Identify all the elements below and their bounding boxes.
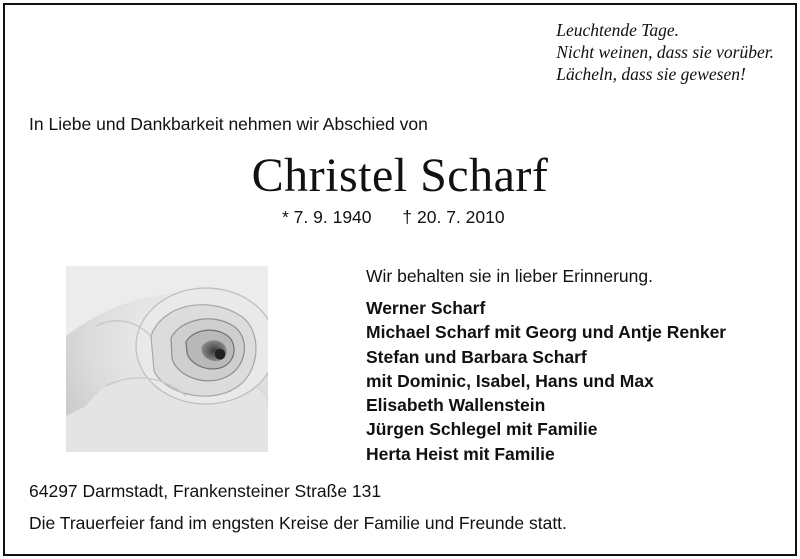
deceased-name: Christel Scharf [251, 149, 549, 202]
mourner-name: Werner Scharf [366, 298, 486, 318]
poem-line: Lächeln, dass sie gewesen! [556, 64, 746, 84]
mourner-name: mit Dominic, Isabel, Hans und Max [366, 370, 654, 391]
mourner-name: Jürgen Schlegel mit Familie [366, 419, 598, 440]
intro-text: In Liebe und Dankbarkeit nehmen wir Abschied von [29, 114, 428, 134]
mourner-name: Stefan und Barbara Scharf [366, 346, 587, 367]
poem-line: Leuchtende Tage. [556, 20, 680, 40]
mourner-list [366, 296, 726, 466]
mourner-name: Herta Heist mit Familie [366, 443, 555, 464]
funeral-note: Die Trauerfeier fand im engsten Kreise der Familie und Freunde statt. [29, 513, 567, 533]
death-date: † 20. 7. 2010 [402, 207, 505, 227]
poem [556, 19, 774, 85]
address-line: 64297 Darmstadt, Frankensteiner Straße 131 [29, 481, 382, 501]
mourner-name: Michael Scharf mit Georg und Antje Renker [366, 322, 727, 343]
remembrance-heading: Wir behalten sie in lieber Erinnerung. [366, 266, 653, 286]
birth-date: * 7. 9. 1940 [282, 207, 372, 227]
rose-image [66, 266, 268, 452]
poem-line: Nicht weinen, dass sie vorüber. [556, 42, 774, 62]
mourner-name: Elisabeth Wallenstein [366, 395, 546, 416]
life-dates [282, 207, 505, 228]
